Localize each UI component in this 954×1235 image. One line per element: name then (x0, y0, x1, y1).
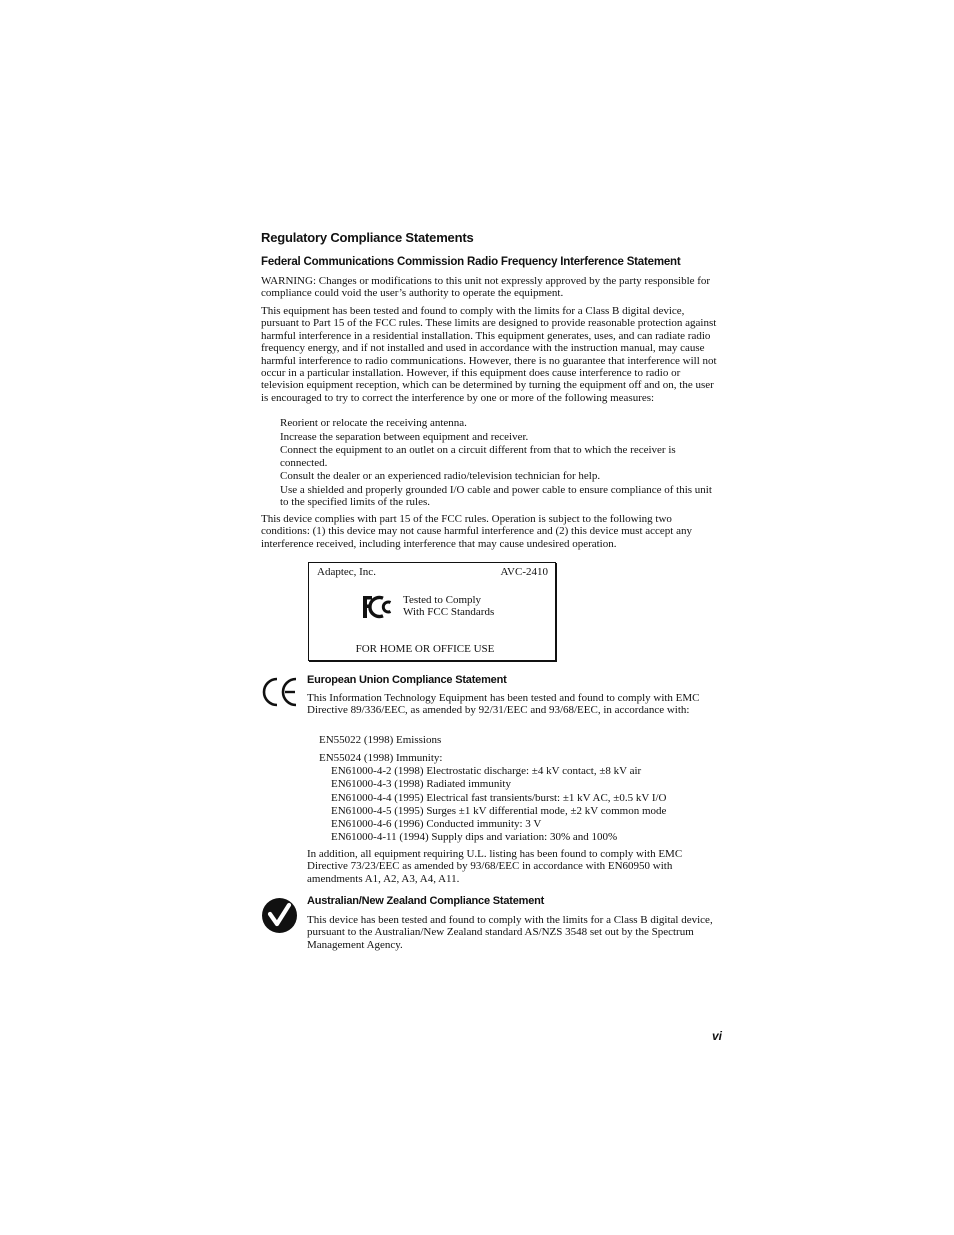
au-text: This device has been tested and found to comply with the limits for a Class B digital device, pursuant to the Australian/New Zealand standard AS/NZS 3548 set out by the Spectrum Management Agency. (307, 914, 713, 951)
eu-section-title: European Union Compliance Statement (307, 674, 507, 686)
list-item: Reorient or relocate the receiving antenna. (280, 417, 467, 429)
fcc-part15-statement: This device complies with part 15 of the FCC rules. Operation is subject to the following two conditions: (1) this device may not cause harmful interference and (2) this device must accept any interference received, including interference that may cause undesired operation. (261, 513, 692, 550)
label-model: AVC-2410 (500, 566, 548, 578)
list-item: EN61000-4-3 (1998) Radiated immunity (331, 778, 511, 791)
fcc-intro: This equipment has been tested and found to comply with the limits for a Class B digital device, pursuant to Part 15 of the FCC rules. These limits are designed to provide reasonable protection against harmful interference in a residential installation. This equipment generates, uses, and can radiate radio frequency energy, and if not installed and used in accordance with the instruction manual, may cause harmful interference to radio communications. However, there is no guarantee that interference will not occur in a particular installation. However, if this equipment does cause interference to radio or television equipment reception, which can be determined by turning the equipment off and on, the user is encouraged to try to correct the interference by one or more of the following measures: (261, 305, 717, 404)
list-item: EN61000-4-4 (1995) Electrical fast transients/burst: ±1 kV AC, ±0.5 kV I/O (331, 791, 667, 804)
fcc-logo-icon (362, 595, 394, 619)
eu-intro: This Information Technology Equipment has been tested and found to comply with EMC Directive 89/336/EEC, as amended by 92/31/EEC and 93/68/EEC, in accordance with: (307, 692, 700, 717)
fcc-measures-list (280, 417, 722, 510)
fcc-section-title: Federal Communications Commission Radio Frequency Interference Statement (261, 256, 681, 268)
list-item: EN61000-4-2 (1998) Electrostatic discharge: ±4 kV contact, ±8 kV air (331, 765, 642, 777)
fcc-compliance-label (308, 562, 556, 661)
list-item: Increase the separation between equipment and receiver. (280, 430, 529, 443)
eu-addition: In addition, all equipment requiring U.L. listing has been found to comply with EMC Directive 73/23/EEC as amended by 93/68/EEC in accordance with EN60950 with amendments A1, A2, A3, A4, A11. (307, 848, 683, 885)
c-tick-icon (261, 897, 298, 934)
label-company: Adaptec, Inc. (317, 566, 376, 578)
label-tested-line1: Tested to Comply (403, 594, 482, 606)
list-item: EN61000-4-11 (1994) Supply dips and variation: 30% and 100% (331, 831, 618, 844)
label-tested-text (403, 594, 494, 619)
ce-mark-icon (261, 676, 298, 708)
list-item: Use a shielded and properly grounded I/O cable and power cable to ensure compliance of this unit to the specified limits of the rules. (280, 483, 712, 509)
page-heading: Regulatory Compliance Statements (261, 230, 474, 245)
list-item: Connect the equipment to an outlet on a circuit different from that to which the receiver is connected. (280, 444, 676, 469)
fcc-warning: WARNING: Changes or modifications to this unit not expressly approved by the party responsible for compliance could void the user’s authority to operate the equipment. (261, 275, 711, 300)
au-section-title: Australian/New Zealand Compliance Statement (307, 895, 545, 907)
list-item: Consult the dealer or an experienced radio/television technician for help. (280, 470, 601, 483)
list-item: EN61000-4-6 (1996) Conducted immunity: 3 V (331, 818, 542, 831)
eu-immunity-list (331, 765, 721, 845)
list-item: EN61000-4-5 (1995) Surges ±1 kV differential mode, ±2 kV common mode (331, 804, 667, 817)
label-use: FOR HOME OR OFFICE USE (355, 643, 495, 655)
eu-emissions: EN55022 (1998) Emissions (319, 734, 442, 746)
page-number: vi (712, 1029, 723, 1043)
eu-immunity: EN55024 (1998) Immunity: (319, 752, 443, 764)
label-tested-line2: With FCC Standards (403, 606, 495, 619)
